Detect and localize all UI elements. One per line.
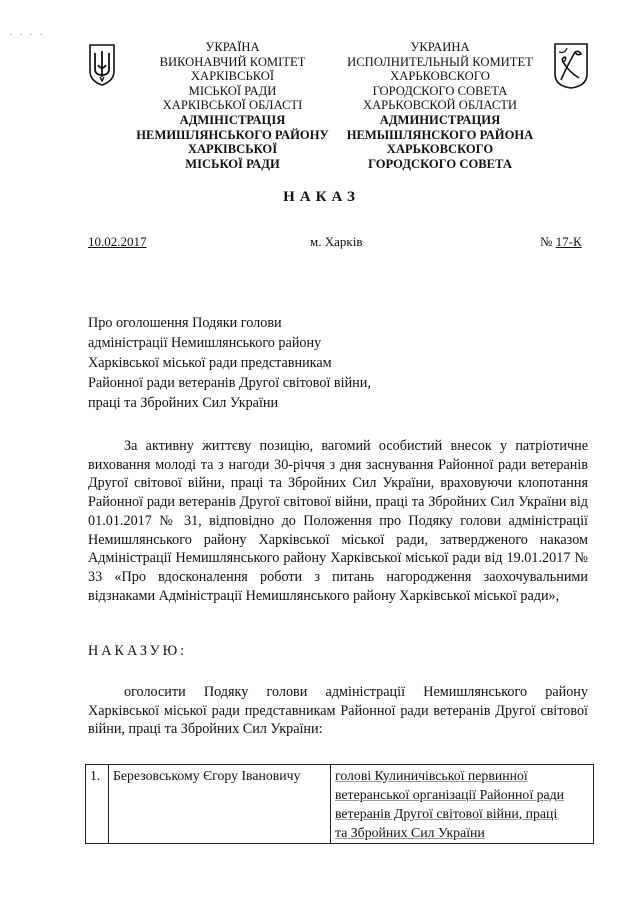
subject-line: праці та Збройних Сил України (88, 395, 279, 411)
header-line-bold: МІСЬКОЇ РАДИ (185, 156, 280, 171)
trident-coat-of-arms-icon (88, 43, 116, 87)
decision-paragraph: оголосити Подяку голови адміністрації Немишлянського району Харківської міської ради представникам Районної ради ветеранів Другої світової війни, праці та Збройних Сил України: (88, 684, 588, 738)
header-line: ИСПОЛНИТЕЛЬНЫЙ КОМИТЕТ (347, 54, 533, 69)
header-line: ВИКОНАВЧИЙ КОМІТЕТ (159, 54, 306, 69)
header-line: ХАРЬКОВСКОЙ ОБЛАСТИ (362, 98, 518, 113)
order-number (540, 234, 582, 250)
header-line-bold: АДМІНІСТРАЦІЯ (179, 112, 286, 127)
order-heading: НАКАЗУЮ: (88, 643, 188, 659)
header-line-bold: АДМИНИСТРАЦИЯ (379, 112, 501, 127)
table-row (86, 765, 594, 844)
order-date: 10.02.2017 (88, 234, 147, 249)
document-title: НАКАЗ (283, 189, 360, 205)
header-line-bold: НЕМИШЛЯНСЬКОГО РАЙОНУ (136, 127, 329, 142)
order-subject (88, 313, 418, 413)
position-line: голові Кулиничівської первинної (335, 768, 528, 783)
row-number: 1. (86, 765, 109, 844)
header-line: УКРАИНА (410, 40, 470, 54)
letterhead (0, 40, 643, 170)
position-line: та Збройних Сил України (335, 825, 485, 840)
header-line-bold: НЕМЫШЛЯНСКОГО РАЙОНА (346, 127, 534, 142)
header-line-bold: ХАРЬКОВСКОГО (386, 142, 494, 157)
header-line: ХАРКІВСЬКОЇ ОБЛАСТІ (162, 98, 303, 113)
header-line-bold: ХАРКІВСЬКОЇ (187, 142, 278, 157)
header-russian (335, 40, 545, 171)
order-number-value: 17-К (555, 234, 582, 249)
subject-line: адміністрації Немишлянського району (88, 335, 322, 351)
position-line: ветеранів Другої світової війни, праці (335, 806, 558, 821)
header-ukrainian (130, 40, 335, 171)
order-city: м. Харків (310, 234, 363, 249)
awardees-table (85, 764, 594, 844)
header-line: МІСЬКОЇ РАДИ (188, 83, 277, 98)
header-line-bold: ГОРОДСКОГО СОВЕТА (368, 156, 512, 171)
header-line: ХАРКІВСЬКОЇ (190, 69, 275, 84)
awardee-name: Березовському Єгору Івановичу (109, 765, 331, 844)
header-line: УКРАЇНА (205, 40, 260, 54)
header-line: ХАРЬКОВСКОГО (390, 69, 490, 84)
preamble-paragraph: За активну життєву позицію, вагомий особистий внесок у патріотичне виховання молоді та з нагоди 30-річчя з дня заснування Районної ради ветеранів Другої світової війни, праці та Збройних Сил України, враховуючи клопотання Районної ради ветеранів Другої світової війни, праці та Збройних Сил України від 01.01.2017 № 31, відповідно до Положення про Подяку голови адміністрації Немишлянського району Харківської міської ради, затвердженого наказом Адміністрації Немишлянського району Харківської міської ради від 19.01.2017 № 33 «Про вдосконалення роботи з питань нагородження заохочувальними відзнаками Адміністрації Немишлянського району Харківської міської ради», (88, 438, 588, 604)
corner-mark: . . . . (10, 28, 45, 37)
subject-line: Районної ради ветеранів Другої світової війни, (88, 375, 371, 391)
subject-line: Харківської міської ради представникам (88, 355, 332, 371)
header-line: ГОРОДСКОГО СОВЕТА (372, 83, 508, 98)
kharkiv-city-arms-icon (553, 42, 589, 90)
subject-line: Про оголошення Подяки голови (88, 315, 282, 331)
order-number-prefix: № (540, 234, 556, 249)
position-line: ветеранської організації Районної ради (335, 787, 565, 802)
awardee-position (331, 765, 594, 844)
